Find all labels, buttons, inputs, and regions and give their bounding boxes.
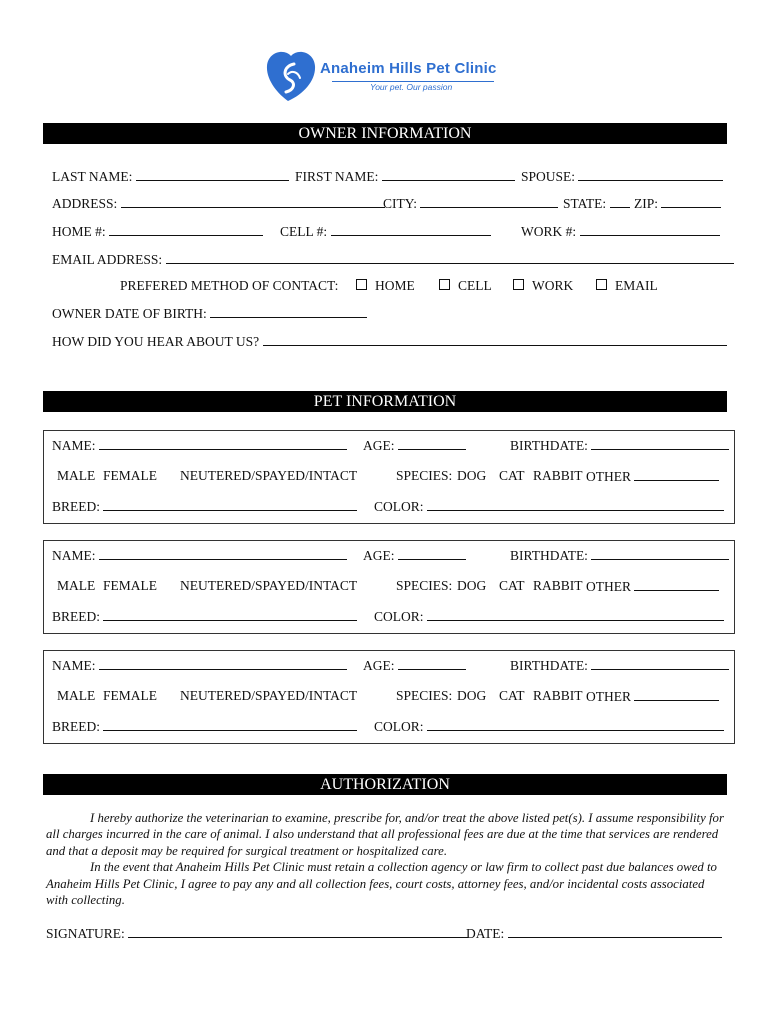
pet-2-age-field[interactable] bbox=[363, 547, 466, 564]
pet-2-birthdate-field[interactable] bbox=[510, 547, 729, 564]
work-phone-field[interactable] bbox=[521, 223, 720, 240]
pet-3-species-label: SPECIES: bbox=[396, 688, 453, 703]
pet-1-species-other-field[interactable] bbox=[586, 468, 719, 485]
zip-field[interactable] bbox=[634, 195, 721, 212]
pet-2-neuter-status[interactable]: NEUTERED/SPAYED/INTACT bbox=[180, 578, 358, 593]
contact-method-label: PREFERED METHOD OF CONTACT: bbox=[120, 278, 339, 293]
pet-3-neuter-status[interactable]: NEUTERED/SPAYED/INTACT bbox=[180, 688, 358, 703]
home-phone-label: HOME #: bbox=[52, 224, 106, 239]
pet-3-age-line[interactable] bbox=[398, 657, 466, 670]
contact-option-home[interactable] bbox=[356, 278, 415, 294]
pet-1-species-rabbit[interactable]: RABBIT bbox=[533, 468, 583, 483]
authorization-text bbox=[46, 810, 726, 908]
pet-section-header: PET INFORMATION bbox=[43, 391, 727, 412]
pet-1-breed-line[interactable] bbox=[103, 498, 357, 511]
clinic-name: Anaheim Hills Pet Clinic bbox=[320, 60, 497, 77]
state-line[interactable] bbox=[610, 195, 630, 208]
pet-2-other-line[interactable] bbox=[634, 578, 719, 591]
pet-1-species-dog[interactable]: DOG bbox=[457, 468, 487, 483]
pet-2-species-rabbit[interactable]: RABBIT bbox=[533, 578, 583, 593]
date-field[interactable] bbox=[466, 925, 722, 942]
pet-3-species-other-field[interactable] bbox=[586, 688, 719, 705]
contact-option-cell-label: CELL bbox=[458, 278, 492, 293]
pet-2-species-other-field[interactable] bbox=[586, 578, 719, 595]
pet-1-other-line[interactable] bbox=[634, 468, 719, 481]
pet-2-other-label: OTHER bbox=[586, 579, 631, 594]
authorization-paragraph-2: In the event that Anaheim Hills Pet Clinic must retain a collection agency or law firm to collect past due balances owed to Anaheim Hills Pet Clinic, I agree to pay any and all collection fees, court costs, attorney fees, and/or incidental costs associated with collecting. bbox=[46, 860, 717, 908]
state-label: STATE: bbox=[563, 196, 607, 211]
pet-1-neuter-status[interactable]: NEUTERED/SPAYED/INTACT bbox=[180, 468, 358, 483]
pet-3-breed-label: BREED: bbox=[52, 719, 101, 734]
work-phone-line[interactable] bbox=[580, 223, 720, 236]
pet-1-color-line[interactable] bbox=[427, 498, 724, 511]
pet-3-species-dog[interactable]: DOG bbox=[457, 688, 487, 703]
owner-dob-field[interactable] bbox=[52, 305, 367, 322]
pet-3-color-label: COLOR: bbox=[374, 719, 424, 734]
pet-2-color-field[interactable] bbox=[374, 608, 724, 625]
first-name-label: FIRST NAME: bbox=[295, 169, 379, 184]
city-label: CITY: bbox=[383, 196, 418, 211]
pet-1-breed-field[interactable] bbox=[52, 498, 357, 515]
pet-2-birthdate-label: BIRTHDATE: bbox=[510, 548, 588, 563]
zip-line[interactable] bbox=[661, 195, 721, 208]
email-line[interactable] bbox=[166, 251, 734, 264]
pet-1-age-label: AGE: bbox=[363, 438, 395, 453]
pet-2-species-dog[interactable]: DOG bbox=[457, 578, 487, 593]
pet-3-birthdate-field[interactable] bbox=[510, 657, 729, 674]
pet-1-birthdate-label: BIRTHDATE: bbox=[510, 438, 588, 453]
last-name-label: LAST NAME: bbox=[52, 169, 133, 184]
pet-3-age-label: AGE: bbox=[363, 658, 395, 673]
date-line[interactable] bbox=[508, 925, 722, 938]
checkbox-email[interactable] bbox=[596, 279, 607, 290]
zip-label: ZIP: bbox=[634, 196, 659, 211]
pet-3-age-field[interactable] bbox=[363, 657, 466, 674]
spouse-field[interactable] bbox=[521, 168, 723, 185]
pet-1-name-label: NAME: bbox=[52, 438, 96, 453]
pet-2-breed-line[interactable] bbox=[103, 608, 357, 621]
pet-2-birthdate-line[interactable] bbox=[591, 547, 729, 560]
referral-label: HOW DID YOU HEAR ABOUT US? bbox=[52, 334, 260, 349]
pet-3-species-cat[interactable]: CAT bbox=[499, 688, 525, 703]
pet-1-name-line[interactable] bbox=[99, 437, 347, 450]
pet-2-color-line[interactable] bbox=[427, 608, 724, 621]
pet-1-other-label: OTHER bbox=[586, 469, 631, 484]
pet-3-breed-line[interactable] bbox=[103, 718, 357, 731]
pet-3-birthdate-line[interactable] bbox=[591, 657, 729, 670]
pet-3-name-label: NAME: bbox=[52, 658, 96, 673]
pet-2-species-cat[interactable]: CAT bbox=[499, 578, 525, 593]
cell-phone-field[interactable] bbox=[280, 223, 491, 240]
contact-option-work[interactable] bbox=[513, 278, 573, 294]
pet-3-sex-male[interactable]: MALE bbox=[57, 688, 96, 703]
pet-3-breed-field[interactable] bbox=[52, 718, 357, 735]
pet-3-species-rabbit[interactable]: RABBIT bbox=[533, 688, 583, 703]
spouse-label: SPOUSE: bbox=[521, 169, 576, 184]
home-phone-field[interactable] bbox=[52, 223, 263, 240]
address-field[interactable] bbox=[52, 195, 385, 212]
pet-3-other-line[interactable] bbox=[634, 688, 719, 701]
pet-1-sex-male[interactable]: MALE bbox=[57, 468, 96, 483]
first-name-line[interactable] bbox=[382, 168, 515, 181]
pet-2-color-label: COLOR: bbox=[374, 609, 424, 624]
last-name-line[interactable] bbox=[136, 168, 289, 181]
home-phone-line[interactable] bbox=[109, 223, 263, 236]
email-label: EMAIL ADDRESS: bbox=[52, 252, 163, 267]
pet-1-color-field[interactable] bbox=[374, 498, 724, 515]
work-phone-label: WORK #: bbox=[521, 224, 577, 239]
email-field[interactable] bbox=[52, 251, 734, 268]
cell-phone-label: CELL #: bbox=[280, 224, 328, 239]
pet-2-name-line[interactable] bbox=[99, 547, 347, 560]
contact-option-home-label: HOME bbox=[375, 278, 415, 293]
pet-1-sex-female[interactable]: FEMALE bbox=[103, 468, 157, 483]
referral-field[interactable] bbox=[52, 333, 727, 350]
spouse-line[interactable] bbox=[578, 168, 723, 181]
city-field[interactable] bbox=[383, 195, 558, 212]
state-field[interactable] bbox=[563, 195, 630, 212]
pet-2-sex-male[interactable]: MALE bbox=[57, 578, 96, 593]
first-name-field[interactable] bbox=[295, 168, 515, 185]
date-label: DATE: bbox=[466, 926, 505, 941]
owner-section-header: OWNER INFORMATION bbox=[43, 123, 727, 144]
pet-1-species-cat[interactable]: CAT bbox=[499, 468, 525, 483]
pet-2-breed-field[interactable] bbox=[52, 608, 357, 625]
contact-option-email-label: EMAIL bbox=[615, 278, 658, 293]
checkbox-cell[interactable] bbox=[439, 279, 450, 290]
owner-dob-label: OWNER DATE OF BIRTH: bbox=[52, 306, 207, 321]
authorization-section-header: AUTHORIZATION bbox=[43, 774, 727, 795]
authorization-paragraph-1: I hereby authorize the veterinarian to examine, prescribe for, and/or treat the above listed pet(s). I assume responsibility for all charges incurred in the care of animal. I also understand that all professional fees are due at the time that services are rendered and that a deposit may be required for surgical treatment or hospitalized care. bbox=[46, 811, 724, 858]
pet-1-species-label: SPECIES: bbox=[396, 468, 453, 483]
pet-1-breed-label: BREED: bbox=[52, 499, 101, 514]
pet-3-name-field[interactable] bbox=[52, 657, 347, 674]
signature-label: SIGNATURE: bbox=[46, 926, 125, 941]
clinic-tagline: Your pet. Our passion bbox=[370, 82, 453, 92]
contact-option-cell[interactable] bbox=[439, 278, 492, 294]
pet-3-other-label: OTHER bbox=[586, 689, 631, 704]
pet-2-breed-label: BREED: bbox=[52, 609, 101, 624]
pet-1-color-label: COLOR: bbox=[374, 499, 424, 514]
referral-line[interactable] bbox=[263, 333, 727, 346]
owner-dob-line[interactable] bbox=[210, 305, 367, 318]
cell-phone-line[interactable] bbox=[331, 223, 491, 236]
pet-3-birthdate-label: BIRTHDATE: bbox=[510, 658, 588, 673]
signature-field[interactable] bbox=[46, 925, 468, 942]
address-label: ADDRESS: bbox=[52, 196, 118, 211]
checkbox-work[interactable] bbox=[513, 279, 524, 290]
pet-3-sex-female[interactable]: FEMALE bbox=[103, 688, 157, 703]
pet-1-age-field[interactable] bbox=[363, 437, 466, 454]
pet-2-sex-female[interactable]: FEMALE bbox=[103, 578, 157, 593]
pet-3-name-line[interactable] bbox=[99, 657, 347, 670]
contact-option-email[interactable] bbox=[596, 278, 658, 294]
checkbox-home[interactable] bbox=[356, 279, 367, 290]
contact-method-row bbox=[120, 278, 338, 294]
city-line[interactable] bbox=[420, 195, 558, 208]
last-name-field[interactable] bbox=[52, 168, 289, 185]
pet-3-color-line[interactable] bbox=[427, 718, 724, 731]
pet-2-name-field[interactable] bbox=[52, 547, 347, 564]
address-line[interactable] bbox=[121, 195, 385, 208]
signature-line[interactable] bbox=[128, 925, 468, 938]
clinic-logo-icon bbox=[264, 50, 318, 102]
pet-1-name-field[interactable] bbox=[52, 437, 347, 454]
pet-3-color-field[interactable] bbox=[374, 718, 724, 735]
pet-2-age-label: AGE: bbox=[363, 548, 395, 563]
pet-2-species-label: SPECIES: bbox=[396, 578, 453, 593]
pet-1-age-line[interactable] bbox=[398, 437, 466, 450]
pet-2-name-label: NAME: bbox=[52, 548, 96, 563]
pet-1-birthdate-field[interactable] bbox=[510, 437, 729, 454]
pet-2-age-line[interactable] bbox=[398, 547, 466, 560]
pet-1-birthdate-line[interactable] bbox=[591, 437, 729, 450]
contact-option-work-label: WORK bbox=[532, 278, 574, 293]
